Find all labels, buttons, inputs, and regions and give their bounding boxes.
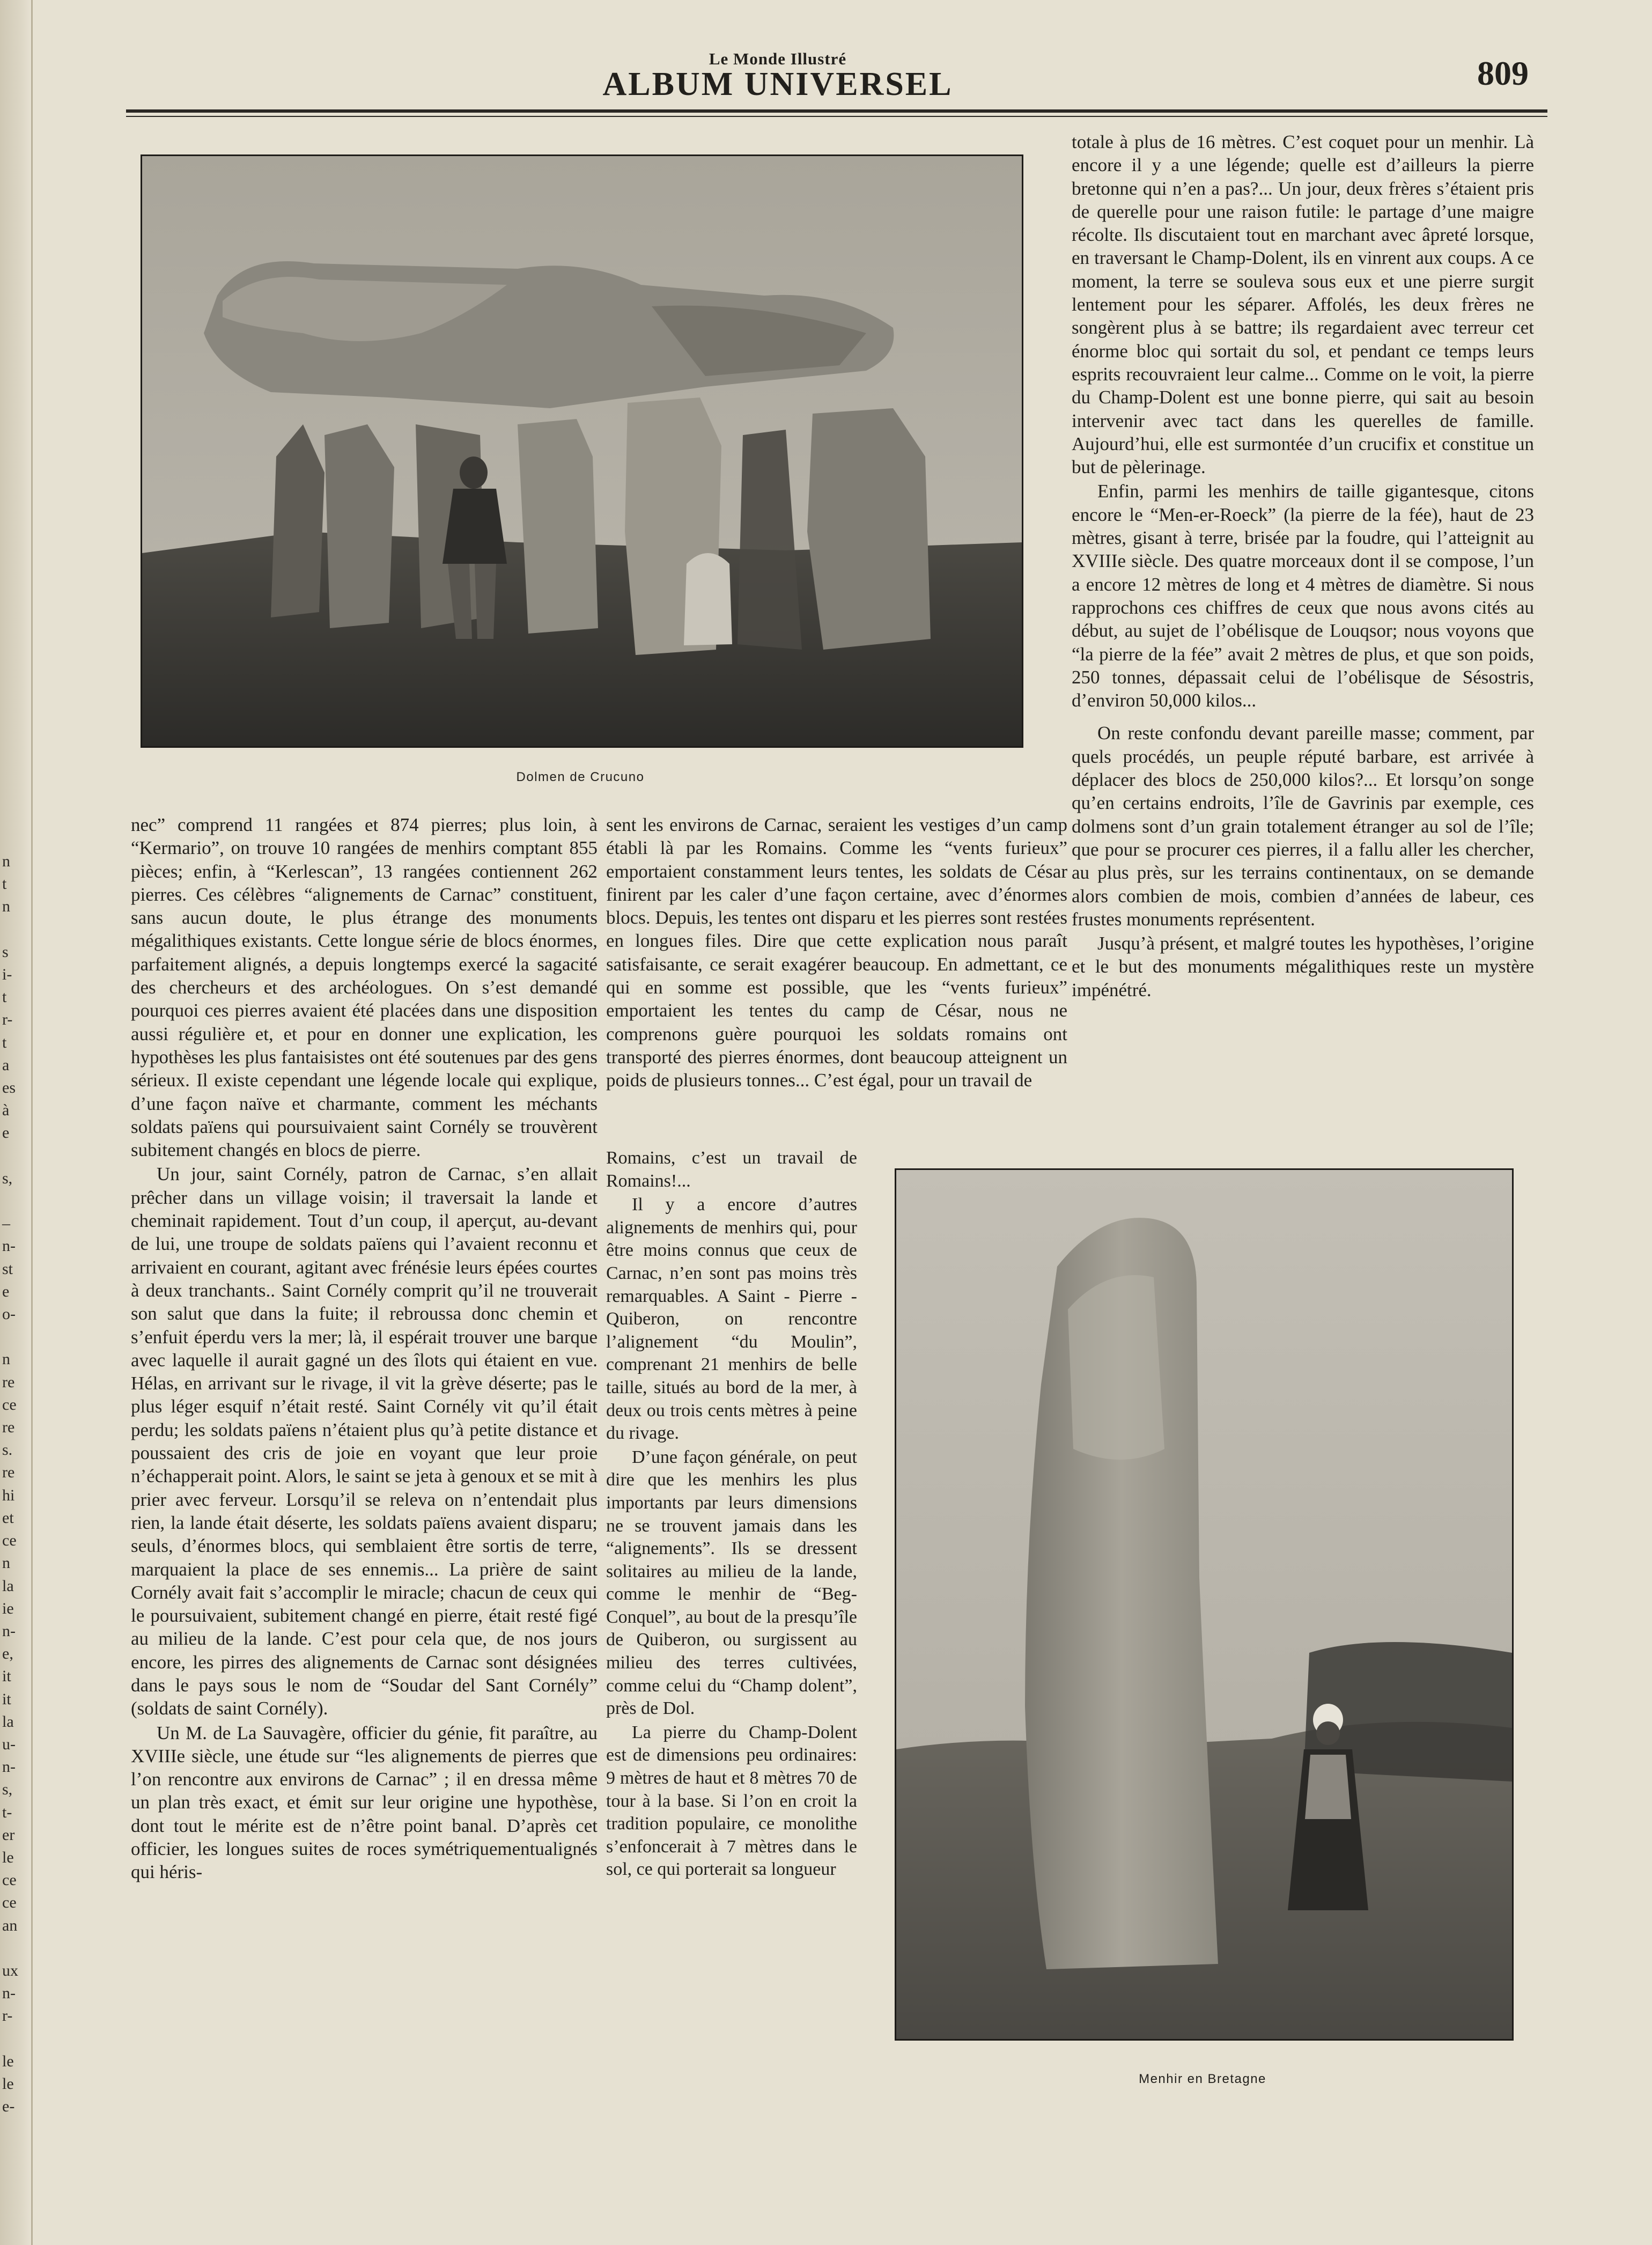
running-header-small: Le Monde Illustré	[709, 49, 847, 68]
adjacent-page-text-fragment: n t n s i- t r- t a es à e s, – n- st e o- n re ce re s. re hi et ce n la ie n- e, it it la u- n- s, t- er le ce ce an ux n- r- le le e-	[2, 852, 18, 2116]
paragraph: Un M. de La Sauvagère, officier du génie, fit paraître, au XVIIIe siècle, une étude sur “les alignements de pierres que l’on rencontre aux environs de Carnac” ; il en dressa même un plan très exact, et émit sur leur origine une hypothèse, dont tout le mérite est de n’être point banal. D’après cet officier, les longues suites de roces symétriquementualignés qui héris-	[131, 1722, 598, 1883]
menhir-photo	[895, 1168, 1514, 2041]
text-column-middle	[606, 813, 1067, 1092]
dolmen-photo	[141, 154, 1023, 748]
running-header-title: ALBUM UNIVERSEL	[602, 66, 953, 102]
paragraph: On reste confondu devant pareille masse; comment, par quels procédés, un peuple réputé barbare, est arrivée à déplacer des blocs de 250,000 kilos?... Et lorsqu’on songe qu’en certains endroits, l’île de Gavrinis par exemple, ces dolmens sont d’un grain totalement étranger au sol de l’île; que pour se procurer ces pierres, il a fallu aller les chercher, au plus près, sur les terrains continentaux, on se demande alors combien de mois, combien d’années de labeur, ces frustes monuments représentent.	[1072, 723, 1534, 930]
text-column-middle-narrow	[606, 1147, 857, 1881]
text-column-right	[1072, 130, 1534, 1002]
menhir-illustration	[896, 1170, 1512, 2039]
dolmen-illustration	[142, 156, 1022, 746]
text-column-left	[131, 813, 598, 1884]
menhir-caption: Menhir en Bretagne	[1139, 2072, 1266, 2086]
paragraph: Romains, c’est un travail de Romains!...	[606, 1148, 857, 1191]
header-rule	[126, 109, 1547, 113]
dolmen-caption: Dolmen de Crucuno	[516, 770, 645, 784]
paragraph: nec” comprend 11 rangées et 874 pierres; plus loin, à “Kermario”, on trouve 10 rangées de menhirs comptant 855 pièces; enfin, à “Kerlescan”, 13 rangées contiennent 262 pierres. Ces célèbres “alignements de Carnac” constituent, sans aucun doute, le plus étrange des monuments mégalithiques existants. Cette longue série de blocs énormes, parfaitement alignés, a depuis longtemps exercé la sagacité des chercheurs et des archéologues. On s’est demandé pourquoi ces pierres avaient été placées dans une disposition aussi régulière et, et pour en donner une explication, les hypothèses les plus fantaisistes ont été soutenues par des gens sérieux. Il existe cependant une légende locale qui explique, d’une façon naïve et charmante, comment les méchants soldats païens qui poursuivaient saint Cornély se trouvèrent subitement changés en blocs de pierre.	[131, 814, 598, 1161]
paragraph: D’une façon générale, on peut dire que les menhirs les plus importants par leurs dimensions ne se trouvent jamais dans les “alignements”. Ils se dressent solitaires au milieu de la lande, comme le menhir de “Beg-Conquel”, au bout de la presqu’île de Quiberon, ou surgissent au milieu des terres cultivées, comme celui du “Champ dolent”, près de Dol.	[606, 1447, 857, 1719]
binding-shadow	[31, 0, 33, 2245]
paragraph: Jusqu’à présent, et malgré toutes les hypothèses, l’origine et le but des monuments mégalithiques reste un mystère impénétré.	[1072, 933, 1534, 1000]
paragraph: La pierre du Champ-Dolent est de dimensions peu ordinaires: 9 mètres de haut et 8 mètres 70 de tour à la base. Si l’on en croit la tradition populaire, ce monolithe s’enfoncerait à 7 mètres dans le sol, ce qui porterait sa longueur	[606, 1722, 857, 1880]
page-number: 809	[1477, 54, 1529, 92]
header-rule-thin	[126, 116, 1547, 117]
paragraph: totale à plus de 16 mètres. C’est coquet pour un menhir. Là encore il y a une légende; quelle est d’ailleurs la pierre bretonne qui n’en a pas?... Un jour, deux frères s’étaient pris de querelle pour une raison futile: le partage d’une maigre récolte. Ils discutaient tout en marchant avec âpreté lorsque, en traversant le Champ-Dolent, ils en vinrent aux coups. A ce moment, la terre se souleva sous eux et une pierre surgit lentement pour les séparer. Affolés, les deux frères ne songèrent plus à se battre; ils regardaient avec terreur cet énorme bloc qui sortait du sol, et pendant ce temps leurs esprits recouvraient leur calme... Comme on le voit, la pierre du Champ-Dolent est une bonne pierre, qui sait au besoin intervenir avec tact dans les querelles de famille. Aujourd’hui, elle est surmontée d’un crucifix et constitue un but de pèlerinage.	[1072, 131, 1534, 478]
paragraph: Un jour, saint Cornély, patron de Carnac, s’en allait prêcher dans un village voisin; il traversait la lande et cheminait rapidement. Tout d’un coup, il aperçut, au-devant de lui, une troupe de soldats païens qui l’avaient reconnu et arrivaient en courant, agitant avec frénésie leurs épées courtes à deux tranchants.. Saint Cornély comprit qu’il ne trouverait son salut que dans la fuite; il rebroussa donc chemin et s’enfuit éperdu vers la mer; là, il espérait trouver une barque avec laquelle il aurait gagné un des îlots qui étaient en vue. Hélas, en arrivant sur le rivage, il vit la grève déserte; pas le plus léger esquif n’était resté. Saint Cornély vit qu’il était perdu; les soldats païens n’étaient plus qu’à petite distance et poussaient des cris de joie en voyant que leur proie n’échapperait point. Alors, le saint se jeta à genoux et se mit à prier avec ferveur. Lorsqu’il se releva on n’entendait plus rien, la lande était déserte, les soldats païens avaient disparu; seuls, d’énormes blocs, qui semblaient être sortis de terre, marquaient la place de ses ennemis... La prière de saint Cornély avait fait s’accomplir le miracle; chacun de ceux qui le poursuivaient, subitement changé en pierre, était resté figé au milieu de la lande. C’est pour cela que, de nos jours encore, les pirres des alignements de Carnac sont désignées dans le pays sous le nom de “Soudar del Sant Cornély” (soldats de saint Cornély).	[131, 1164, 598, 1719]
paragraph: sent les environs de Carnac, seraient les vestiges d’un camp établi là par les Romains. Comme les “vents furieux” emportaient constamment leurs tentes, les soldats de César finirent par les caler d’une façon certaine, avec d’énormes blocs. Depuis, les tentes ont disparu et les pierres sont restées en longues files. Dire que cette explication nous paraît satisfaisante, ce serait exagérer beaucoup. En admettant, ce qui en somme est possible, que les “vents furieux” emportaient les tentes du camp de César, nous ne comprenons guère pourquoi les soldats romains ont transporté des pierres énormes, dont beaucoup atteignent un poids de plusieurs tonnes... C’est égal, pour un travail de	[606, 814, 1067, 1091]
paragraph: Enfin, parmi les menhirs de taille gigantesque, citons encore le “Men-er-Roeck” (la pierre de la fée), haut de 23 mètres, gisant à terre, brisée par la foudre, qui l’atteignit au XVIIIe siècle. Des quatre morceaux dont il se compose, l’un a encore 12 mètres de long et 4 mètres de diamètre. Si nous rapprochons ces chiffres de ceux que nous avons cités au début, au sujet de l’obélisque de Louqsor; nous voyons que “la pierre de la fée” avait 2 mètres de plus, et que son poids, 250 tonnes, dépassait celui de l’obélisque de Sésostris, d’environ 50,000 kilos...	[1072, 481, 1534, 711]
paragraph: Il y a encore d’autres alignements de menhirs qui, pour être moins connus que ceux de Carnac, n’en sont pas moins très remarquables. A Saint - Pierre - Quiberon, on rencontre l’alignement “du Moulin”, comprenant 21 menhirs de belle taille, situés au bord de la mer, à deux ou trois cents mètres à peine du rivage.	[606, 1195, 857, 1444]
